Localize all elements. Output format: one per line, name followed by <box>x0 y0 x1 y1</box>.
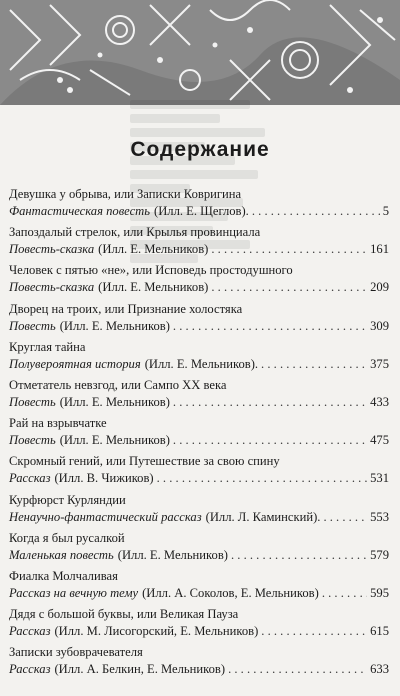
entry-genre: Повесть <box>9 318 56 333</box>
toc-entry[interactable] <box>9 492 389 530</box>
entry-genre: Ненаучно-фантастический рассказ <box>9 509 202 524</box>
entry-page-number: 615 <box>370 624 389 639</box>
toc-entry[interactable] <box>9 530 389 568</box>
entry-genre: Рассказ <box>9 662 51 677</box>
dot-leader <box>252 203 380 220</box>
entry-details <box>9 279 389 296</box>
entry-title: Записки зубоврачевателя <box>9 645 143 660</box>
entry-page-number: 161 <box>370 242 389 257</box>
entry-illustrator: (Илл. Е. Мельников) <box>59 318 170 333</box>
entry-title: Круглая тайна <box>9 339 86 354</box>
entry-page-number: 531 <box>370 471 389 486</box>
decorative-header-ornament <box>0 0 400 105</box>
entry-title: Человек с пятью «не», или Исповедь простодушного <box>9 263 293 278</box>
entry-illustrator: (Илл. Е. Щеглов). <box>154 204 249 218</box>
entry-details <box>9 470 389 487</box>
entry-title: Скромный гений, или Путешествие за свою спину <box>9 454 280 469</box>
toc-entry[interactable] <box>9 644 389 682</box>
entry-genre: Рассказ <box>9 624 51 639</box>
table-of-contents <box>9 186 389 682</box>
entry-page-number: 553 <box>370 509 389 524</box>
entry-genre: Повесть <box>9 433 56 448</box>
entry-details <box>9 547 389 564</box>
entry-details <box>9 394 389 411</box>
entry-details <box>9 661 389 678</box>
dot-leader <box>228 661 367 678</box>
entry-page-number: 209 <box>370 280 389 295</box>
entry-details <box>9 623 389 640</box>
entry-genre: Повесть-сказка <box>9 280 95 295</box>
dot-leader <box>261 356 367 373</box>
toc-entry[interactable] <box>9 568 389 606</box>
dot-leader <box>173 432 367 449</box>
entry-page-number: 595 <box>370 585 389 600</box>
entry-details <box>9 318 389 335</box>
toc-entry[interactable] <box>9 262 389 300</box>
entry-details <box>9 432 389 449</box>
toc-entry[interactable] <box>9 377 389 415</box>
dot-leader <box>323 509 367 526</box>
entry-page-number: 5 <box>382 204 389 218</box>
entry-illustrator: (Илл. Е. Мельников) <box>59 394 170 409</box>
toc-entry[interactable] <box>9 339 389 377</box>
entry-genre: Повесть-сказка <box>9 242 95 257</box>
entry-page-number: 475 <box>370 433 389 448</box>
entry-page-number: 579 <box>370 547 389 562</box>
entry-illustrator: (Илл. Е. Мельников) <box>98 280 209 295</box>
entry-illustrator: (Илл. Е. Мельников) <box>117 547 228 562</box>
entry-title: Отметатель невзгод, или Сампо XX века <box>9 377 227 392</box>
dot-leader <box>173 318 367 335</box>
toc-entry[interactable] <box>9 186 389 224</box>
entry-title: Дядя с большой буквы, или Великая Пауза <box>9 607 239 622</box>
entry-genre: Рассказ на вечную тему <box>9 585 139 600</box>
entry-title: Дворец на троих, или Признание холостяка <box>9 301 243 316</box>
entry-page-number: 309 <box>370 318 389 333</box>
ornament-pattern <box>0 0 400 105</box>
entry-genre: Повесть <box>9 394 56 409</box>
entry-illustrator: (Илл. М. Лисогорский, Е. Мельников) <box>54 624 259 639</box>
entry-page-number: 433 <box>370 394 389 409</box>
entry-page-number: 375 <box>370 356 389 371</box>
entry-illustrator: (Илл. А. Белкин, Е. Мельников) <box>54 662 226 677</box>
dot-leader <box>322 585 367 602</box>
entry-title: Запоздалый стрелок, или Крылья провинциала <box>9 225 261 240</box>
dot-leader <box>261 623 367 640</box>
toc-entry[interactable] <box>9 606 389 644</box>
dot-leader <box>211 241 367 258</box>
entry-details <box>9 203 389 220</box>
entry-genre: Рассказ <box>9 471 51 486</box>
entry-illustrator: (Илл. Е. Мельников). <box>144 356 259 371</box>
page-title: Содержание <box>130 138 270 161</box>
entry-title: Курфюрст Курляндии <box>9 492 126 507</box>
dot-leader <box>173 394 367 411</box>
entry-illustrator: (Илл. Е. Мельников) <box>98 242 209 257</box>
entry-genre: Полувероятная история <box>9 356 141 371</box>
entry-details <box>9 356 389 373</box>
dot-leader <box>157 470 367 487</box>
toc-entry[interactable] <box>9 224 389 262</box>
entry-genre: Фантастическая повесть <box>9 204 150 218</box>
dot-leader <box>231 547 367 564</box>
entry-title: Фиалка Молчаливая <box>9 568 118 583</box>
entry-details <box>9 585 389 602</box>
entry-details <box>9 509 389 526</box>
entry-page-number: 633 <box>370 662 389 677</box>
entry-title: Девушка у обрыва, или Записки Ковригина <box>9 187 242 201</box>
entry-title: Когда я был русалкой <box>9 530 125 545</box>
toc-entry[interactable] <box>9 301 389 339</box>
toc-entry[interactable] <box>9 453 389 491</box>
entry-illustrator: (Илл. Е. Мельников) <box>59 433 170 448</box>
dot-leader <box>211 279 367 296</box>
entry-illustrator: (Илл. Л. Каминский). <box>205 509 321 524</box>
entry-details <box>9 241 389 258</box>
entry-genre: Маленькая повесть <box>9 547 114 562</box>
entry-title: Рай на взрывчатке <box>9 416 107 431</box>
entry-illustrator: (Илл. А. Соколов, Е. Мельников) <box>142 585 319 600</box>
entry-illustrator: (Илл. В. Чижиков) <box>54 471 154 486</box>
toc-entry[interactable] <box>9 415 389 453</box>
